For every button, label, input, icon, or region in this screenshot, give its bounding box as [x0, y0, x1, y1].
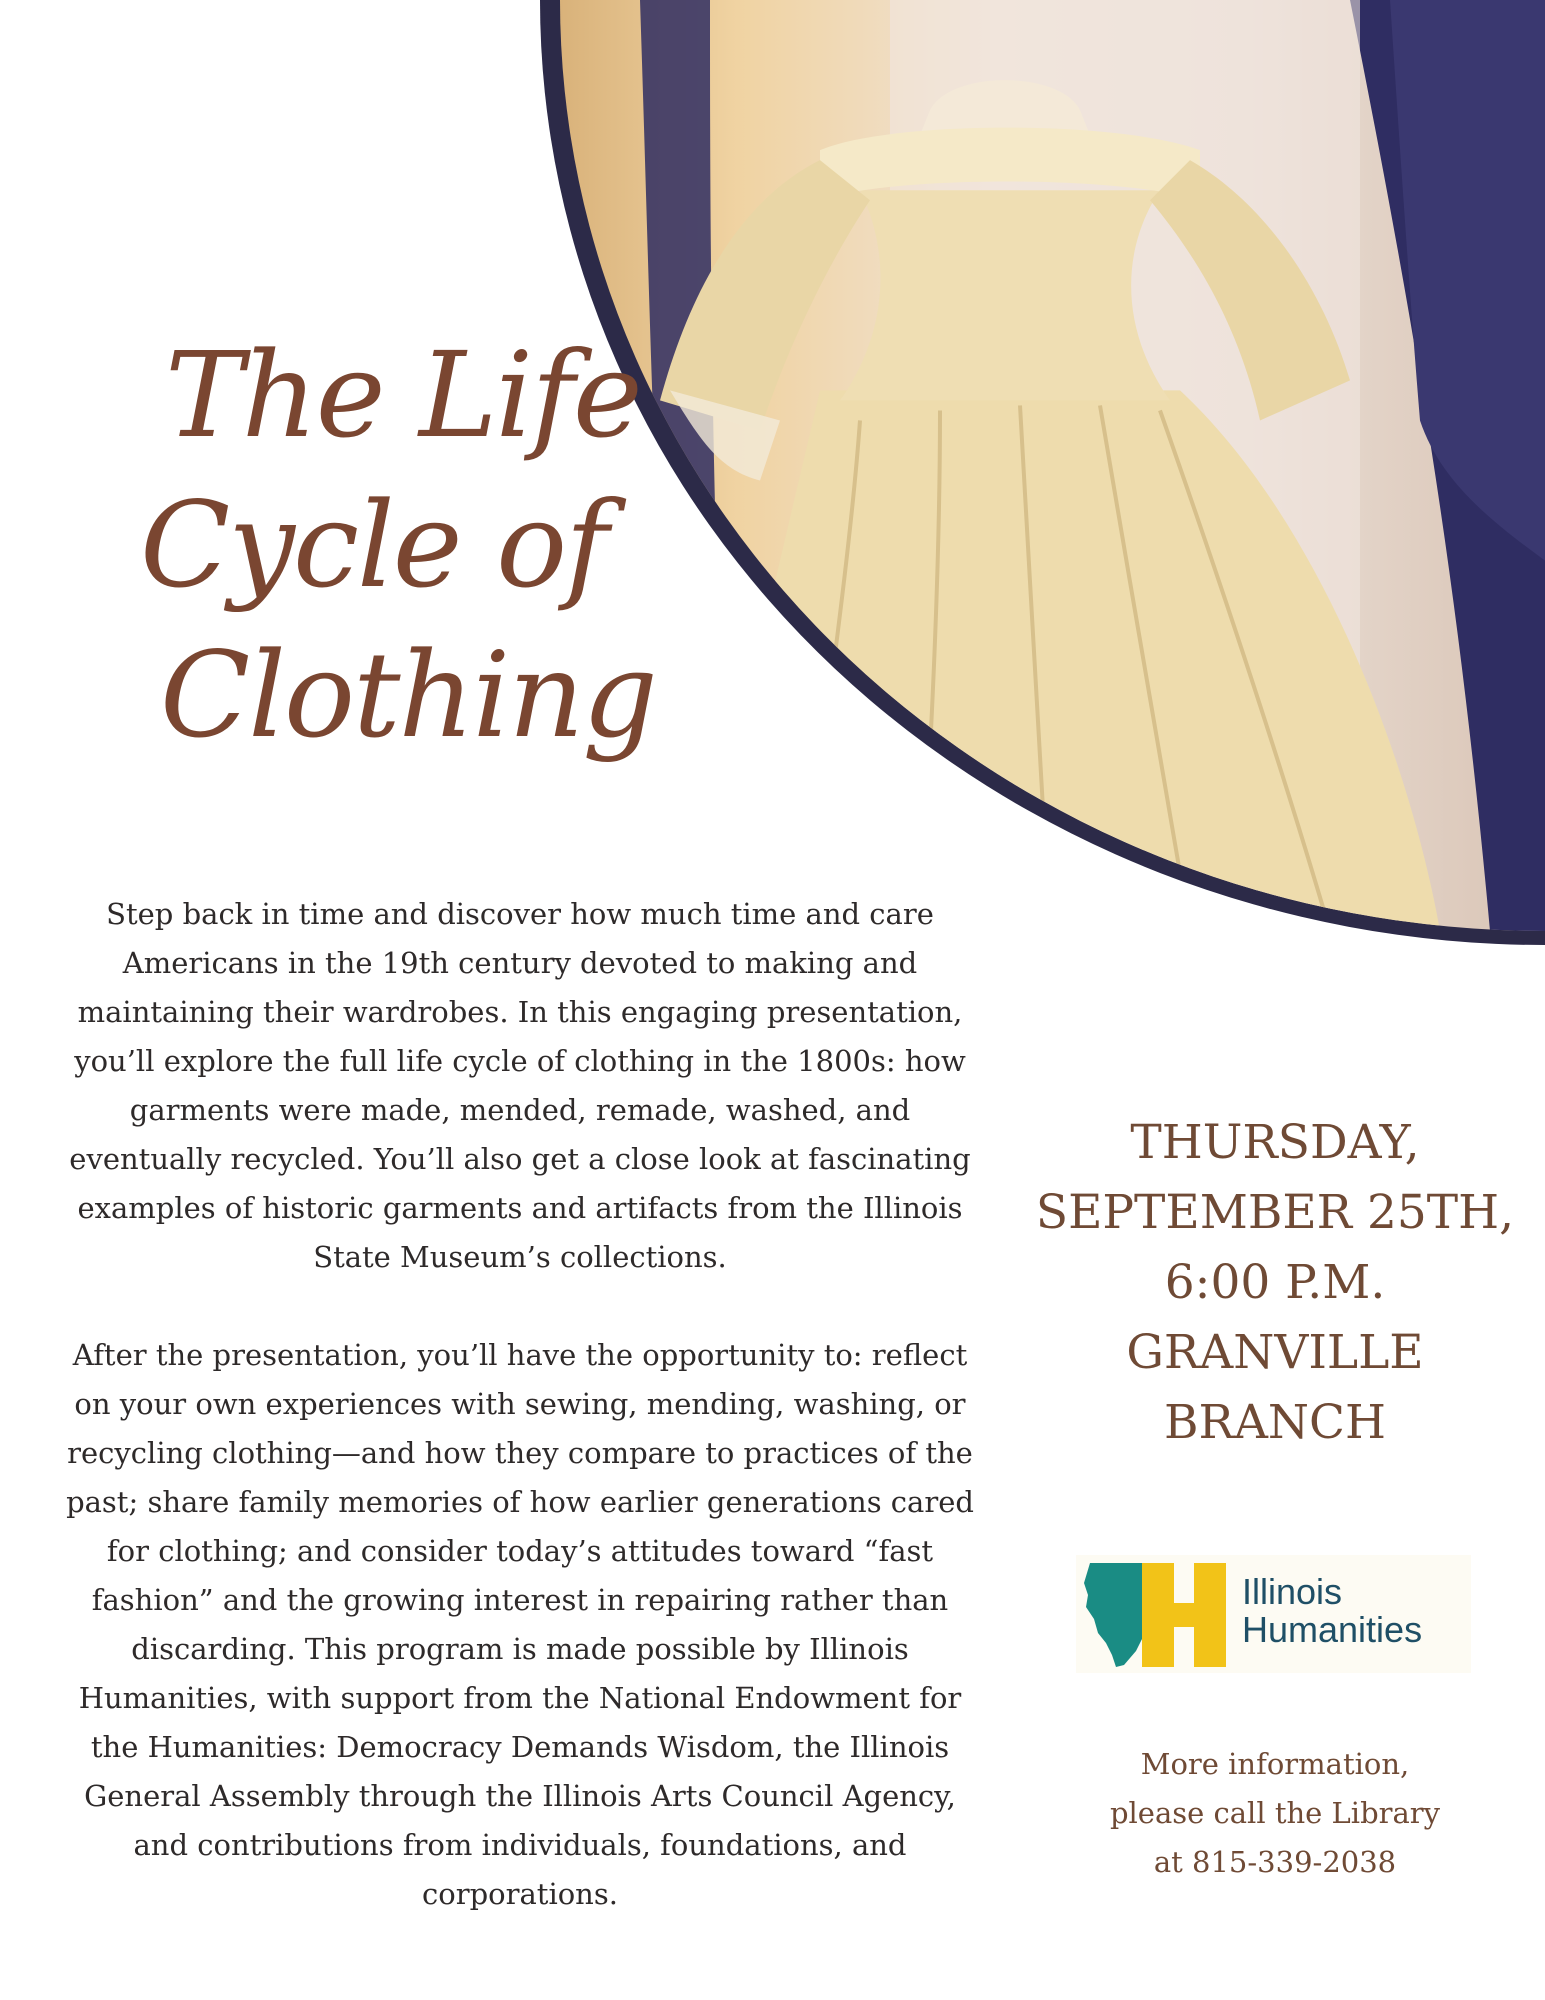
title-line-2: Cycle of [140, 476, 607, 614]
logo-line-2: Humanities [1242, 1609, 1423, 1650]
contact-line-1: More information, [1140, 1747, 1410, 1781]
description-paragraph-2: After the presentation, you’ll have the opportunity to: reflect on your own experiences with sewing, mending, washing, or recycling clothing—and how they compare to practices of the past; share family memories of how earlier generations cared for clothing; and consider today’s attitudes toward “fast fashion” and the growing interest in repairing rather than discarding. This program is made possible by Illinois Humanities, with support from the National Endowment for the Humanities: Democracy Demands Wisdom, the Illinois General Assembly through the Illinois Arts Council Agency, and contributions from individuals, foundations, and corporations. [66, 1338, 974, 1911]
logo-wordmark [1242, 1573, 1422, 1649]
contact-line-2: please call the Library [1109, 1796, 1441, 1830]
illinois-humanities-logo [1076, 1555, 1471, 1673]
event-title [120, 320, 680, 770]
title-line-3: Clothing [160, 626, 656, 764]
event-time: 6:00 P.M. [1164, 1255, 1386, 1310]
dress-photo-icon [560, 0, 1545, 931]
event-date: SEPTEMBER 25TH, [1035, 1185, 1515, 1240]
event-location-line-1: GRANVILLE [1126, 1325, 1424, 1380]
event-day: THURSDAY, [1130, 1115, 1420, 1170]
photo-frame [540, 0, 1545, 945]
event-location-line-2: BRANCH [1164, 1395, 1386, 1450]
title-line-1: The Life [165, 326, 641, 464]
description [60, 890, 980, 1968]
dress-illustration [560, 0, 1545, 931]
logo-line-1: Illinois [1242, 1571, 1343, 1612]
description-paragraph-1: Step back in time and discover how much time and care Americans in the 19th century devoted to making and maintaining their wardrobes. In this engaging presentation, you’ll explore the full life cycle of clothing in the 1800s: how garments were made, mended, remade, washed, and eventually recycled. You’ll also get a close look at fascinating examples of historic garments and artifacts from the Illinois State Museum’s collections. [69, 897, 971, 1274]
contact-info [1050, 1740, 1500, 1887]
illinois-map-icon [1076, 1555, 1246, 1673]
contact-phone: at 815-339-2038 [1153, 1845, 1397, 1879]
event-details [1025, 1108, 1525, 1458]
